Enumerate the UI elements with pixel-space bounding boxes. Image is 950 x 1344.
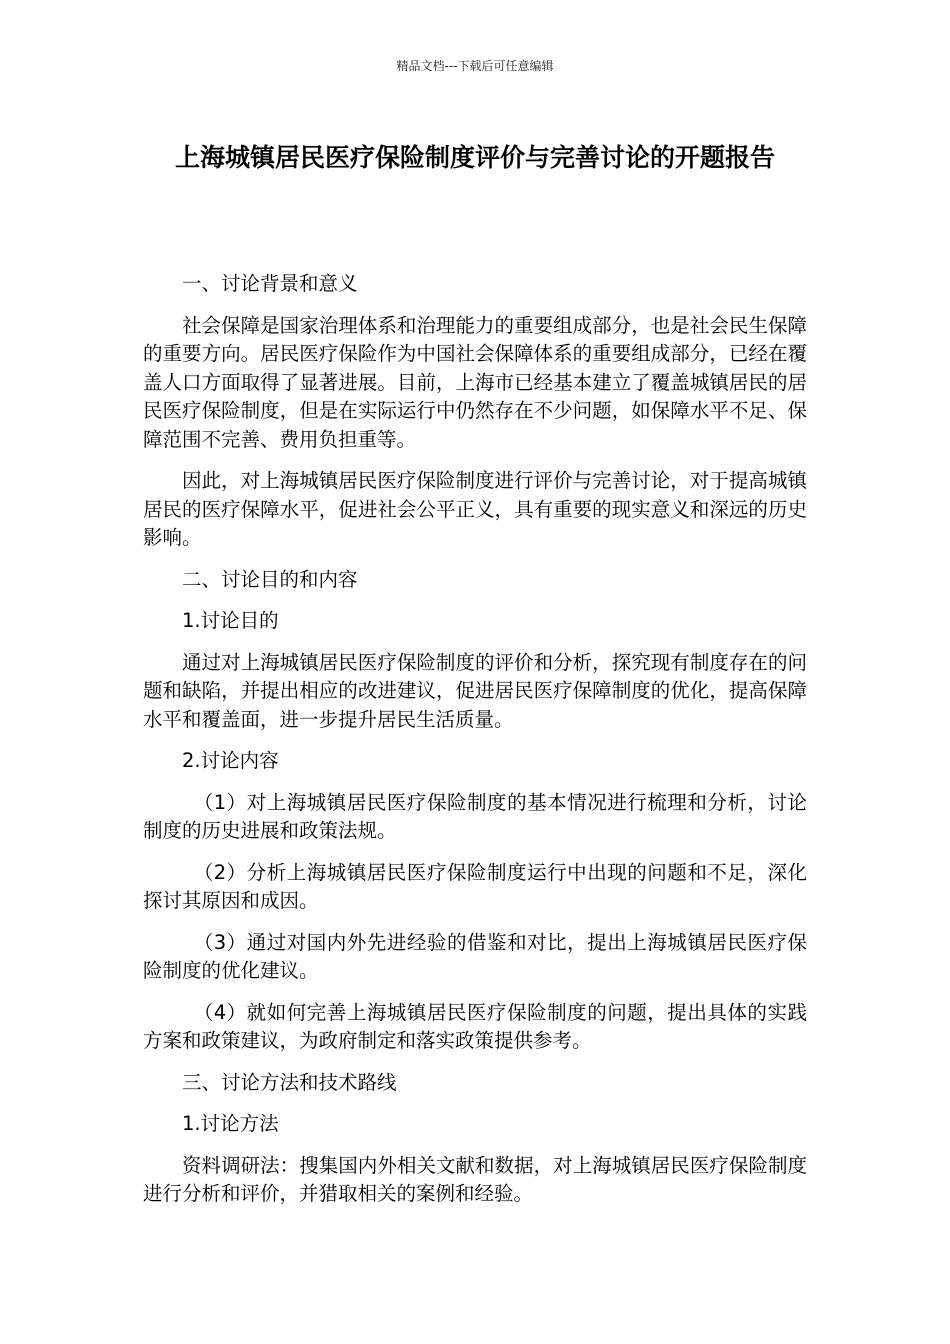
content-item-3: （3）通过对国内外先进经验的借鉴和对比，提出上海城镇居民医疗保险制度的优化建议。 — [143, 930, 807, 982]
content-item-1: （1）对上海城镇居民医疗保险制度的基本情况进行梳理和分析，讨论制度的历史进展和政策法规。 — [143, 790, 807, 842]
content-item-2: （2）分析上海城镇居民医疗保险制度运行中出现的问题和不足，深化探讨其原因和成因。 — [143, 860, 807, 912]
section-2-sub-2-heading: 2.讨论内容 — [182, 749, 279, 772]
section-3-heading: 三、讨论方法和技术路线 — [182, 1070, 397, 1094]
section-1-paragraph-1: 社会保障是国家治理体系和治理能力的重要组成部分，也是社会民生保障的重要方向。居民医疗保险作为中国社会保障体系的重要组成部分，已经在覆盖人口方面取得了显著进展。目前，上海市已经基本建立了覆盖城镇居民的居民医疗保险制度，但是在实际运行中仍然存在不少问题，如保障水平不足、保障范围不完善、费用负担重等。 — [143, 313, 807, 451]
document-title: 上海城镇居民医疗保险制度评价与完善讨论的开题报告 — [174, 143, 775, 172]
content-item-4: （4）就如何完善上海城镇居民医疗保险制度的问题，提出具体的实践方案和政策建议，为政府制定和落实政策提供参考。 — [143, 1000, 807, 1052]
header-note: 精品文档---下载后可任意编辑 — [396, 59, 554, 73]
section-2-sub-1-paragraph: 通过对上海城镇居民医疗保险制度的评价和分析，探究现有制度存在的问题和缺陷，并提出相应的改进建议，促进居民医疗保障制度的优化，提高保障水平和覆盖面，进一步提升居民生活质量。 — [143, 650, 807, 731]
section-2-heading: 二、讨论目的和内容 — [182, 567, 358, 591]
section-2-sub-1-heading: 1.讨论目的 — [182, 609, 279, 632]
section-3-sub-1-heading: 1.讨论方法 — [182, 1112, 279, 1135]
section-1-heading: 一、讨论背景和意义 — [182, 272, 358, 295]
document-body — [143, 270, 807, 1222]
section-1-paragraph-2: 因此，对上海城镇居民医疗保险制度进行评价与完善讨论，对于提高城镇居民的医疗保障水平，促进社会公平正义，具有重要的现实意义和深远的历史影响。 — [143, 469, 807, 549]
section-3-sub-1-paragraph: 资料调研法：搜集国内外相关文献和数据，对上海城镇居民医疗保险制度进行分析和评价，并猎取相关的案例和经验。 — [143, 1153, 807, 1205]
